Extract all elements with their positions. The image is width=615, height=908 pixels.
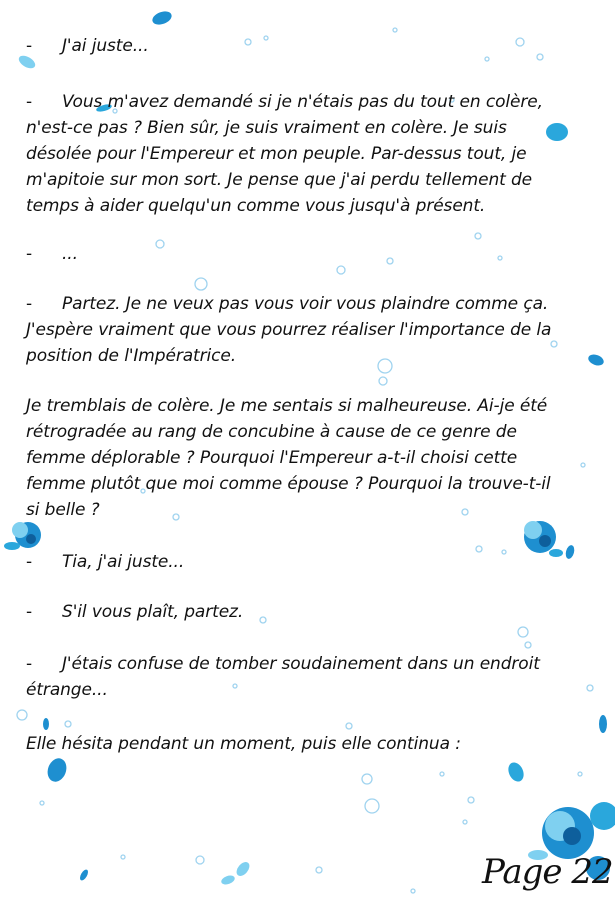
text-line: J'étais confuse de tomber soudainement dans un endroit <box>62 654 540 674</box>
text-line: étrange... <box>26 680 108 700</box>
text-line: Tia, j'ai juste... <box>62 552 185 572</box>
dialogue-dash: - <box>26 602 33 622</box>
text-line: Partez. Je ne veux pas vous voir vous plaindre comme ça. <box>62 294 549 314</box>
text-line: si belle ? <box>26 500 100 520</box>
text-line: rétrogradée au rang de concubine à cause de ce genre de <box>26 422 517 442</box>
dialogue-dash: - <box>26 36 33 56</box>
text-line: femme déplorable ? Pourquoi l'Empereur a-t-il choisi cette <box>26 448 518 468</box>
text-line: Vous m'avez demandé si je n'étais pas du tout en colère, <box>62 92 543 112</box>
dialogue-dash: - <box>26 294 33 314</box>
blue-rose-left <box>4 522 41 550</box>
text-line: Je tremblais de colère. Je me sentais si malheureuse. Ai-je été <box>26 396 548 416</box>
text-line: m'apitoie sur mon sort. Je pense que j'ai perdu tellement de <box>26 170 533 190</box>
text-line: n'est-ce pas ? Bien sûr, je suis vraiment en colère. Je suis <box>26 118 507 138</box>
dialogue-dash: - <box>26 92 33 112</box>
text-line: ... <box>62 244 78 264</box>
text-line: J'ai juste... <box>62 36 149 56</box>
text-line: Elle hésita pendant un moment, puis elle continua : <box>26 734 461 754</box>
text-line: temps à aider quelqu'un comme vous jusqu'à présent. <box>26 196 486 216</box>
text-line: position de l'Impératrice. <box>26 346 237 366</box>
page-number: Page 22 <box>482 852 613 892</box>
text-line: désolée pour l'Empereur et mon peuple. Par-dessus tout, je <box>26 144 527 164</box>
text-line: J'espère vraiment que vous pourrez réaliser l'importance de la <box>26 320 552 340</box>
dialogue-dash: - <box>26 654 33 674</box>
text-line: femme plutôt que moi comme épouse ? Pourquoi la trouve-t-il <box>26 474 551 494</box>
dialogue-dash: - <box>26 244 33 264</box>
text-line: S'il vous plaît, partez. <box>62 602 244 622</box>
dialogue-dash: - <box>26 552 33 572</box>
